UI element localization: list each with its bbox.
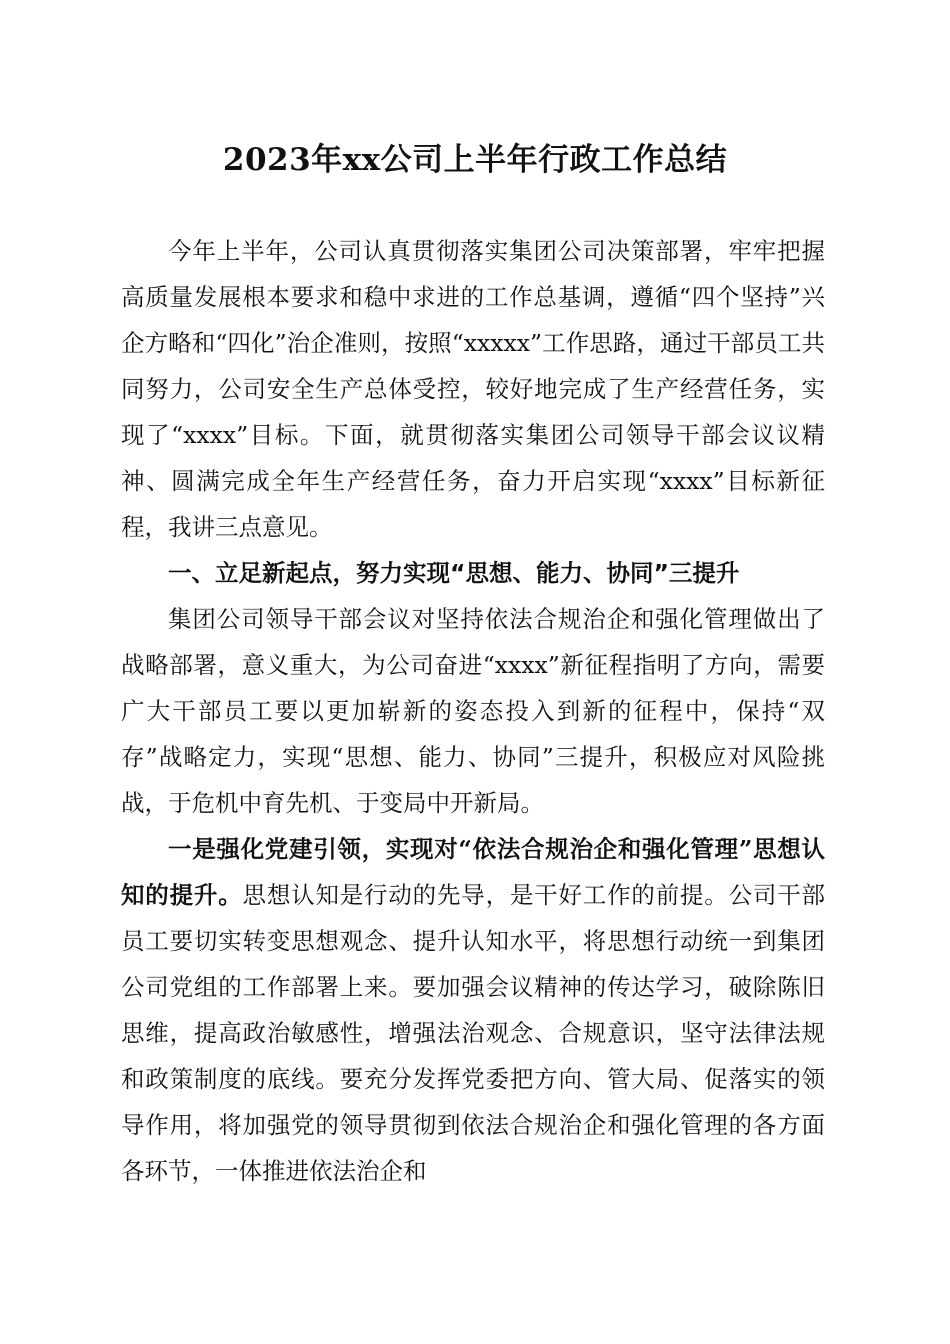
section-1-paragraph: 集团公司领导干部会议对坚持依法合规治企和强化管理做出了战略部署，意义重大，为公司奋进“xxxx”新征程指明了方向，需要广大干部员工要以更加崭新的姿态投入到新的征程中，保持“双存”战略定力，实现“思想、能力、协同”三提升，积极应对风险挑战，于危机中育先机、于变局中开新局。 (121, 605, 825, 817)
document-title: 2023年xx公司上半年行政工作总结 (222, 142, 728, 178)
section-1-heading: 一、立足新起点，努力实现“思想、能力、协同”三提升 (168, 559, 740, 587)
point-1-body: 思想认知是行动的先导，是干好工作的前提。公司干部员工要切实转变思想观念、提升认知水平，将思想行动统一到集团公司党组的工作部署上来。要加强会议精神的传达学习，破除陈旧思维，提高政治敏感性，增强法治观念、合规意识，坚守法律法规和政策制度的底线。要充分发挥党委把方向、管大局、促落实的领导作用，将加强党的领导贯彻到依法合规治企和强化管理的各方面各环节，一体推进依法治企和 (121, 881, 826, 1185)
document-body (121, 228, 825, 1194)
point-1-paragraph (121, 826, 825, 1194)
point-1-lead: 一是强化党建引领，实现对“依法合规治企和强化管理”思想认知的提升。 (121, 835, 825, 909)
intro-paragraph: 今年上半年，公司认真贯彻落实集团公司决策部署，牢牢把握高质量发展根本要求和稳中求进的工作总基调，遵循“四个坚持”兴企方略和“四化”治企准则，按照“xxxxx”工作思路，通过干部员工共同努力，公司安全生产总体受控，较好地完成了生产经营任务，实现了“xxxx”目标。下面，就贯彻落实集团公司领导干部会议议精神、圆满完成全年生产经营任务，奋力开启实现“xxxx”目标新征程，我讲三点意见。 (121, 237, 825, 541)
